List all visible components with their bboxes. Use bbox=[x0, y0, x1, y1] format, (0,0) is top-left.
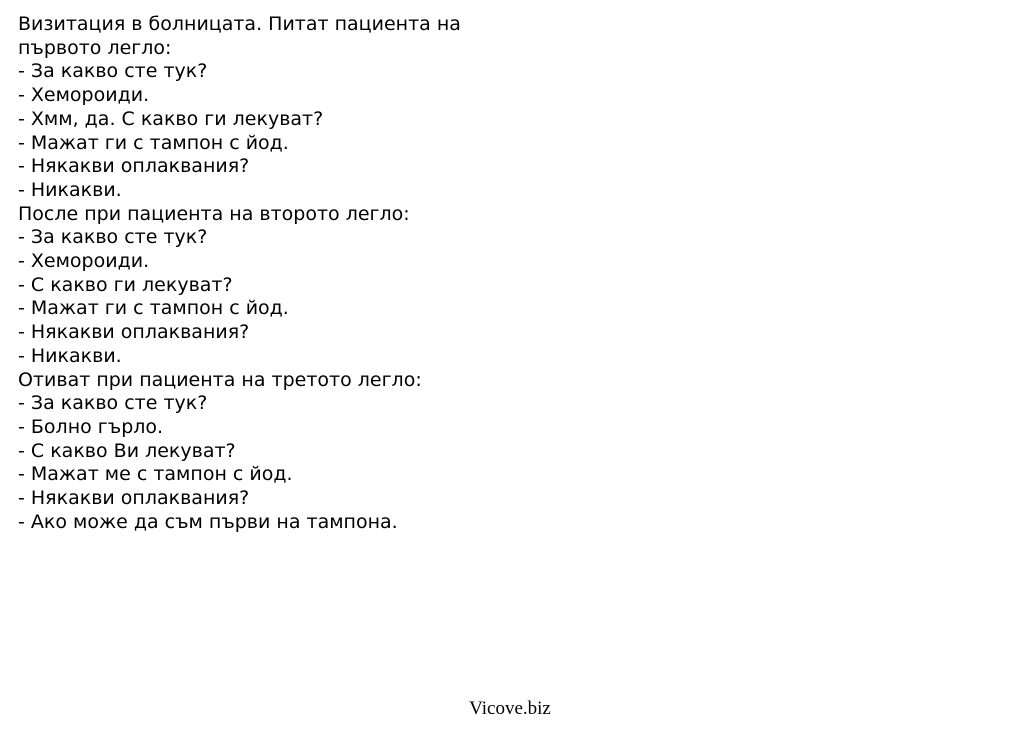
joke-line: - Хемороиди. bbox=[18, 84, 150, 107]
joke-line: После при пациента на второто легло: bbox=[18, 202, 410, 225]
joke-line: - За какво сте тук? bbox=[18, 392, 208, 415]
joke-line: - Хмм, да. С какво ги лекуват? bbox=[18, 107, 324, 130]
joke-line: - За какво сте тук? bbox=[18, 226, 208, 249]
joke-line: - Хемороиди. bbox=[18, 250, 150, 273]
joke-line: - Мажат ме с тампон с йод. bbox=[18, 463, 293, 486]
joke-line: първото легло: bbox=[18, 36, 172, 59]
joke-text bbox=[18, 13, 998, 534]
site-watermark: Vicove.biz bbox=[469, 698, 551, 719]
joke-line: - Никакви. bbox=[18, 178, 122, 201]
joke-line: - Някакви оплаквания? bbox=[18, 487, 250, 510]
joke-line: - Някакви оплаквания? bbox=[18, 155, 250, 178]
joke-line: - Мажат ги с тампон с йод. bbox=[18, 131, 289, 154]
joke-line: - С какво ги лекуват? bbox=[18, 273, 233, 296]
joke-line: - С какво Ви лекуват? bbox=[18, 439, 236, 462]
joke-line: Отиват при пациента на третото легло: bbox=[18, 368, 422, 391]
joke-line: Визитация в болницата. Питат пациента на bbox=[18, 13, 461, 35]
joke-line: - Болно гърло. bbox=[18, 415, 164, 438]
joke-line: - Някакви оплаквания? bbox=[18, 321, 250, 344]
joke-line: - Ако може да съм първи на тампона. bbox=[18, 510, 398, 533]
joke-line: - Мажат ги с тампон с йод. bbox=[18, 297, 289, 320]
joke-line: - Никакви. bbox=[18, 344, 122, 367]
joke-line: - За какво сте тук? bbox=[18, 60, 208, 83]
